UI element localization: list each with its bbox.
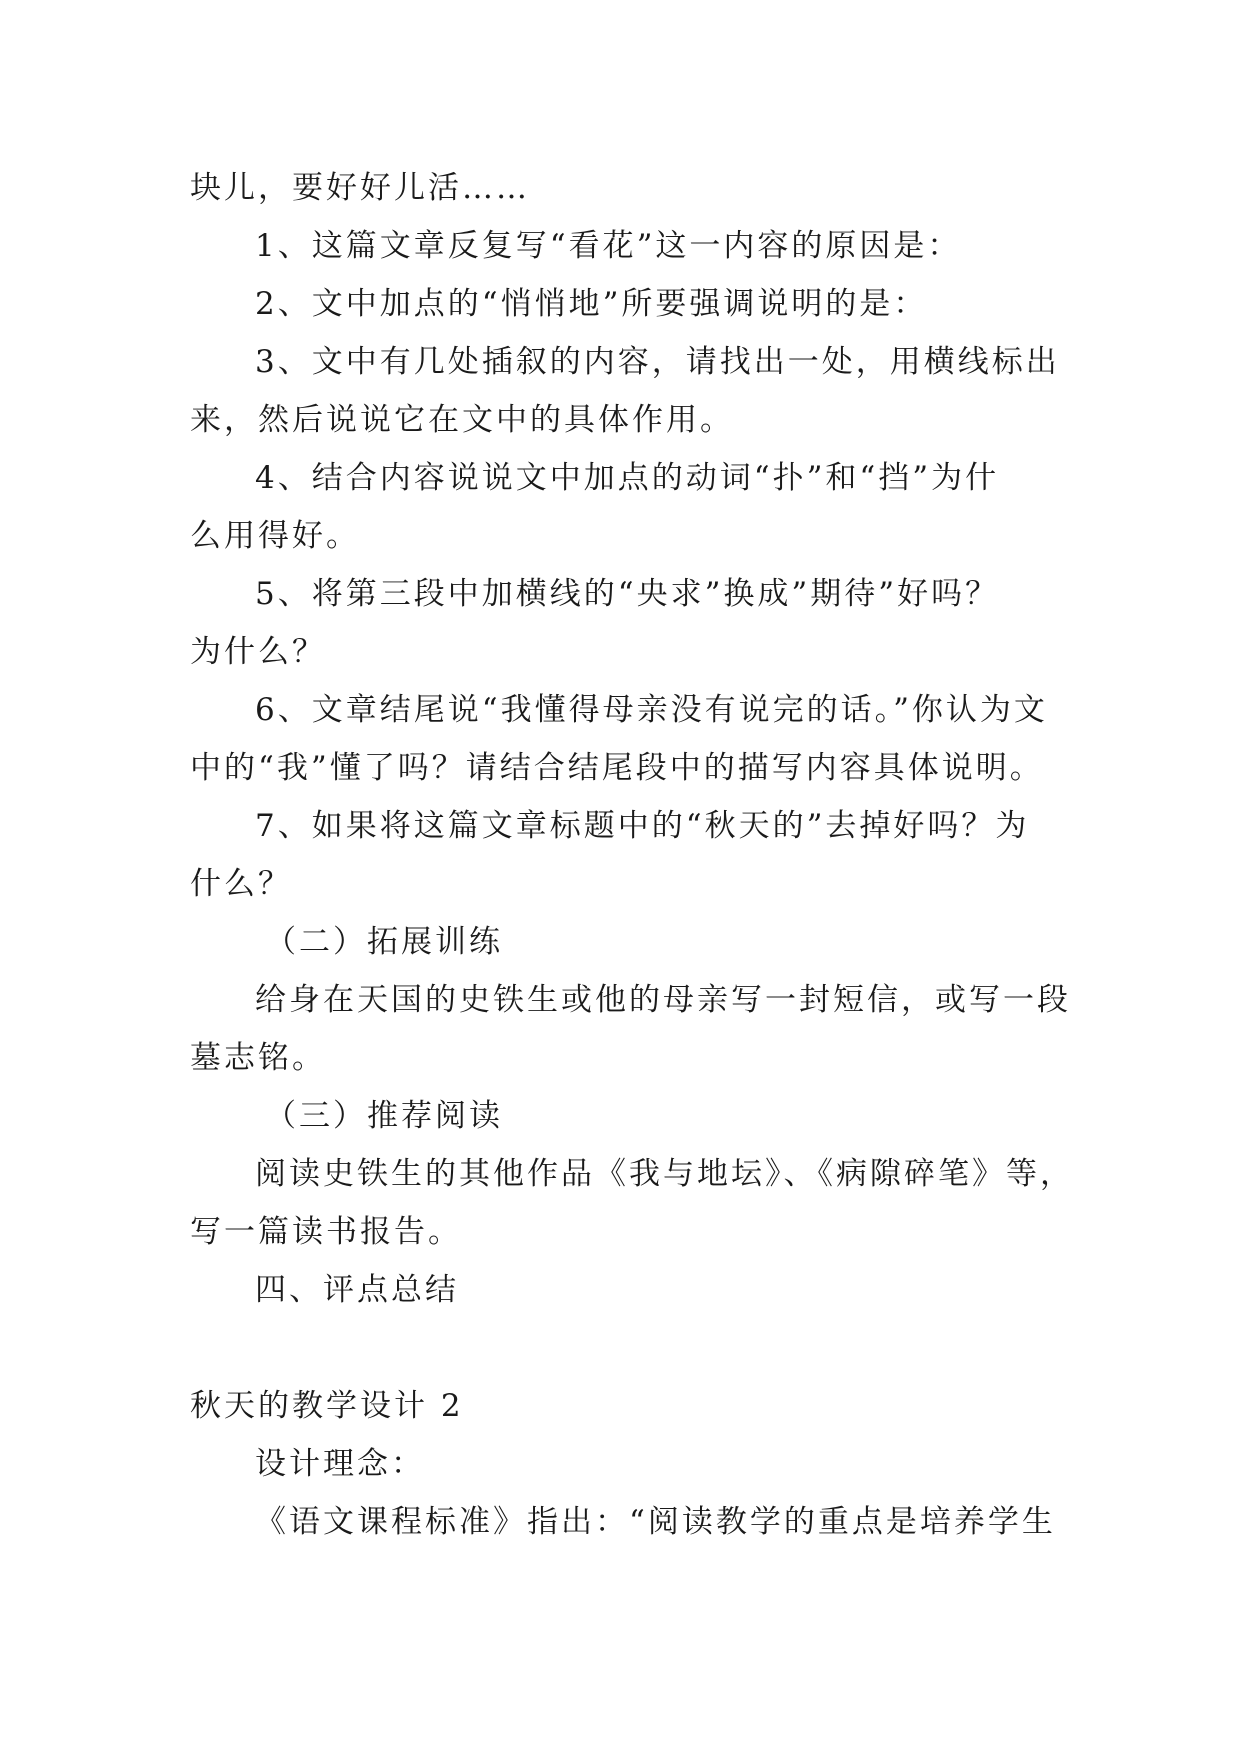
question-5: 5、将第三段中加横线的“央求”换成”期待”好吗？ [255,576,1000,612]
question-6-continued: 中的“我”懂了吗？请结合结尾段中的描写内容具体说明。 [190,750,1044,786]
question-4: 4、结合内容说说文中加点的动词“扑”和“挡”为什 [255,460,1000,496]
question-7-continued: 什么？ [190,866,292,902]
paragraph-extension-continued: 墓志铭。 [190,1040,326,1076]
question-5-continued: 为什么？ [190,634,326,670]
document-title: 秋天的教学设计 2 [190,1388,464,1424]
paragraph-reading-continued: 写一篇读书报告。 [190,1214,462,1250]
question-2: 2、文中加点的“悄悄地”所要强调说明的是： [255,286,928,322]
text-line: 块儿，要好好儿活…… [190,170,530,206]
section-heading-extension: （二）拓展训练 [265,924,503,960]
question-3-continued: 来，然后说说它在文中的具体作用。 [190,402,734,438]
paragraph-extension: 给身在天国的史铁生或他的母亲写一封短信，或写一段 [255,982,1071,1018]
section-heading-summary: 四、评点总结 [255,1272,459,1308]
question-4-continued: 么用得好。 [190,518,360,554]
paragraph-reading: 阅读史铁生的其他作品《我与地坛》、《病隙碎笔》等， [255,1156,1074,1192]
design-concept-heading: 设计理念： [255,1446,425,1482]
section-heading-reading: （三）推荐阅读 [265,1098,503,1134]
paragraph-design-concept: 《语文课程标准》指出：“阅读教学的重点是培养学生 [255,1504,1056,1540]
question-7: 7、如果将这篇文章标题中的“秋天的”去掉好吗？为 [255,808,1030,844]
question-6: 6、文章结尾说“我懂得母亲没有说完的话。”你认为文 [255,692,1048,728]
question-1: 1、这篇文章反复写“看花”这一内容的原因是： [255,228,962,264]
question-3: 3、文中有几处插叙的内容，请找出一处，用横线标出 [255,344,1060,380]
